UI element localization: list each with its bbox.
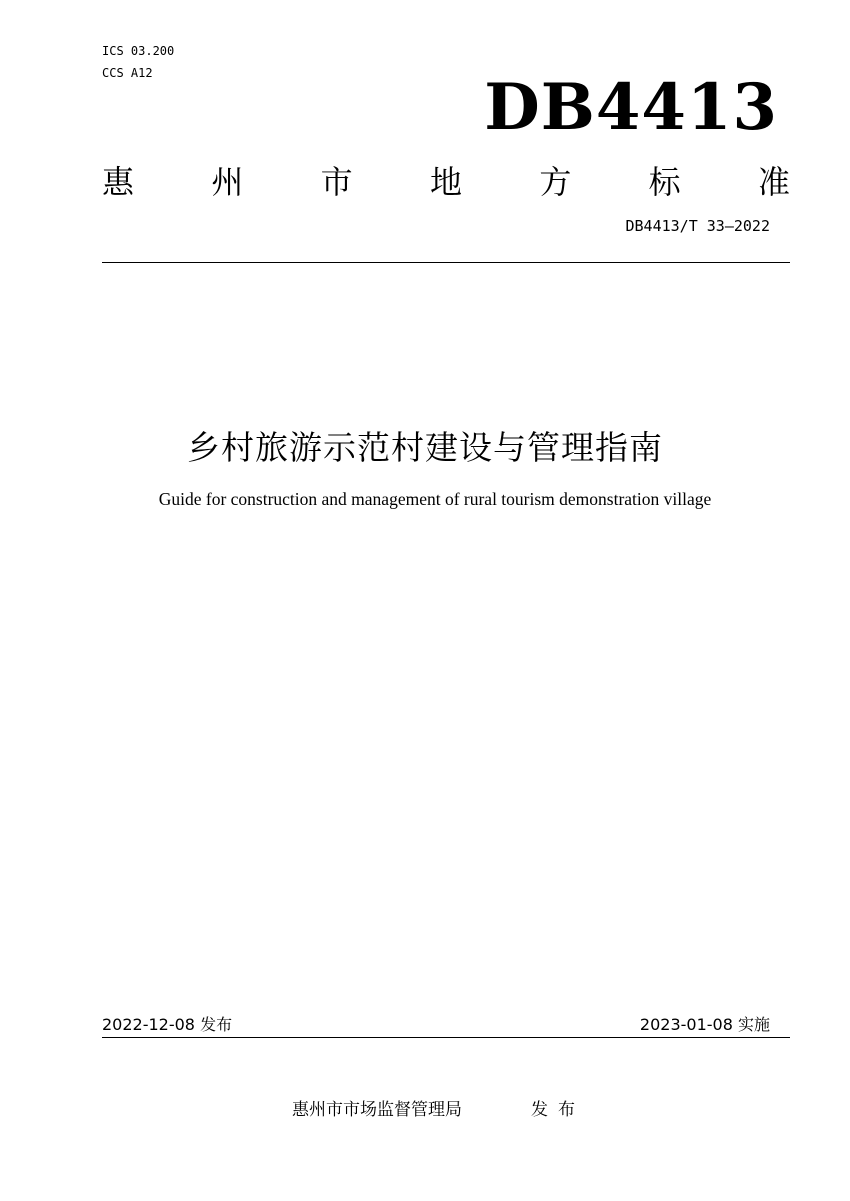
publisher-name: 惠州市市场监督管理局 xyxy=(292,1100,462,1120)
ccs-code: CCS A12 xyxy=(102,66,153,80)
document-title-chinese: 乡村旅游示范村建设与管理指南 xyxy=(187,428,663,467)
standard-logo: DB4413 xyxy=(484,70,778,145)
issue-date: 2022-12-08 发布 xyxy=(102,1015,233,1034)
standard-type-char: 方 xyxy=(539,163,572,201)
standard-type-char: 惠 xyxy=(102,163,135,201)
ics-code: ICS 03.200 xyxy=(102,44,175,58)
top-divider xyxy=(102,262,790,263)
standard-type-char: 标 xyxy=(648,163,681,201)
standard-type-char: 州 xyxy=(211,163,244,201)
bottom-divider xyxy=(102,1037,790,1038)
standard-type-char: 市 xyxy=(320,163,353,201)
publish-label: 发布 xyxy=(531,1100,585,1120)
document-title-english: Guide for construction and management of rural tourism demonstration village xyxy=(158,489,712,509)
standard-type-heading xyxy=(102,160,790,204)
standard-number: DB4413/T 33—2022 xyxy=(625,217,770,235)
standard-type-char: 准 xyxy=(757,163,790,201)
implementation-date: 2023-01-08 实施 xyxy=(639,1015,770,1034)
standard-type-char: 地 xyxy=(429,163,462,201)
